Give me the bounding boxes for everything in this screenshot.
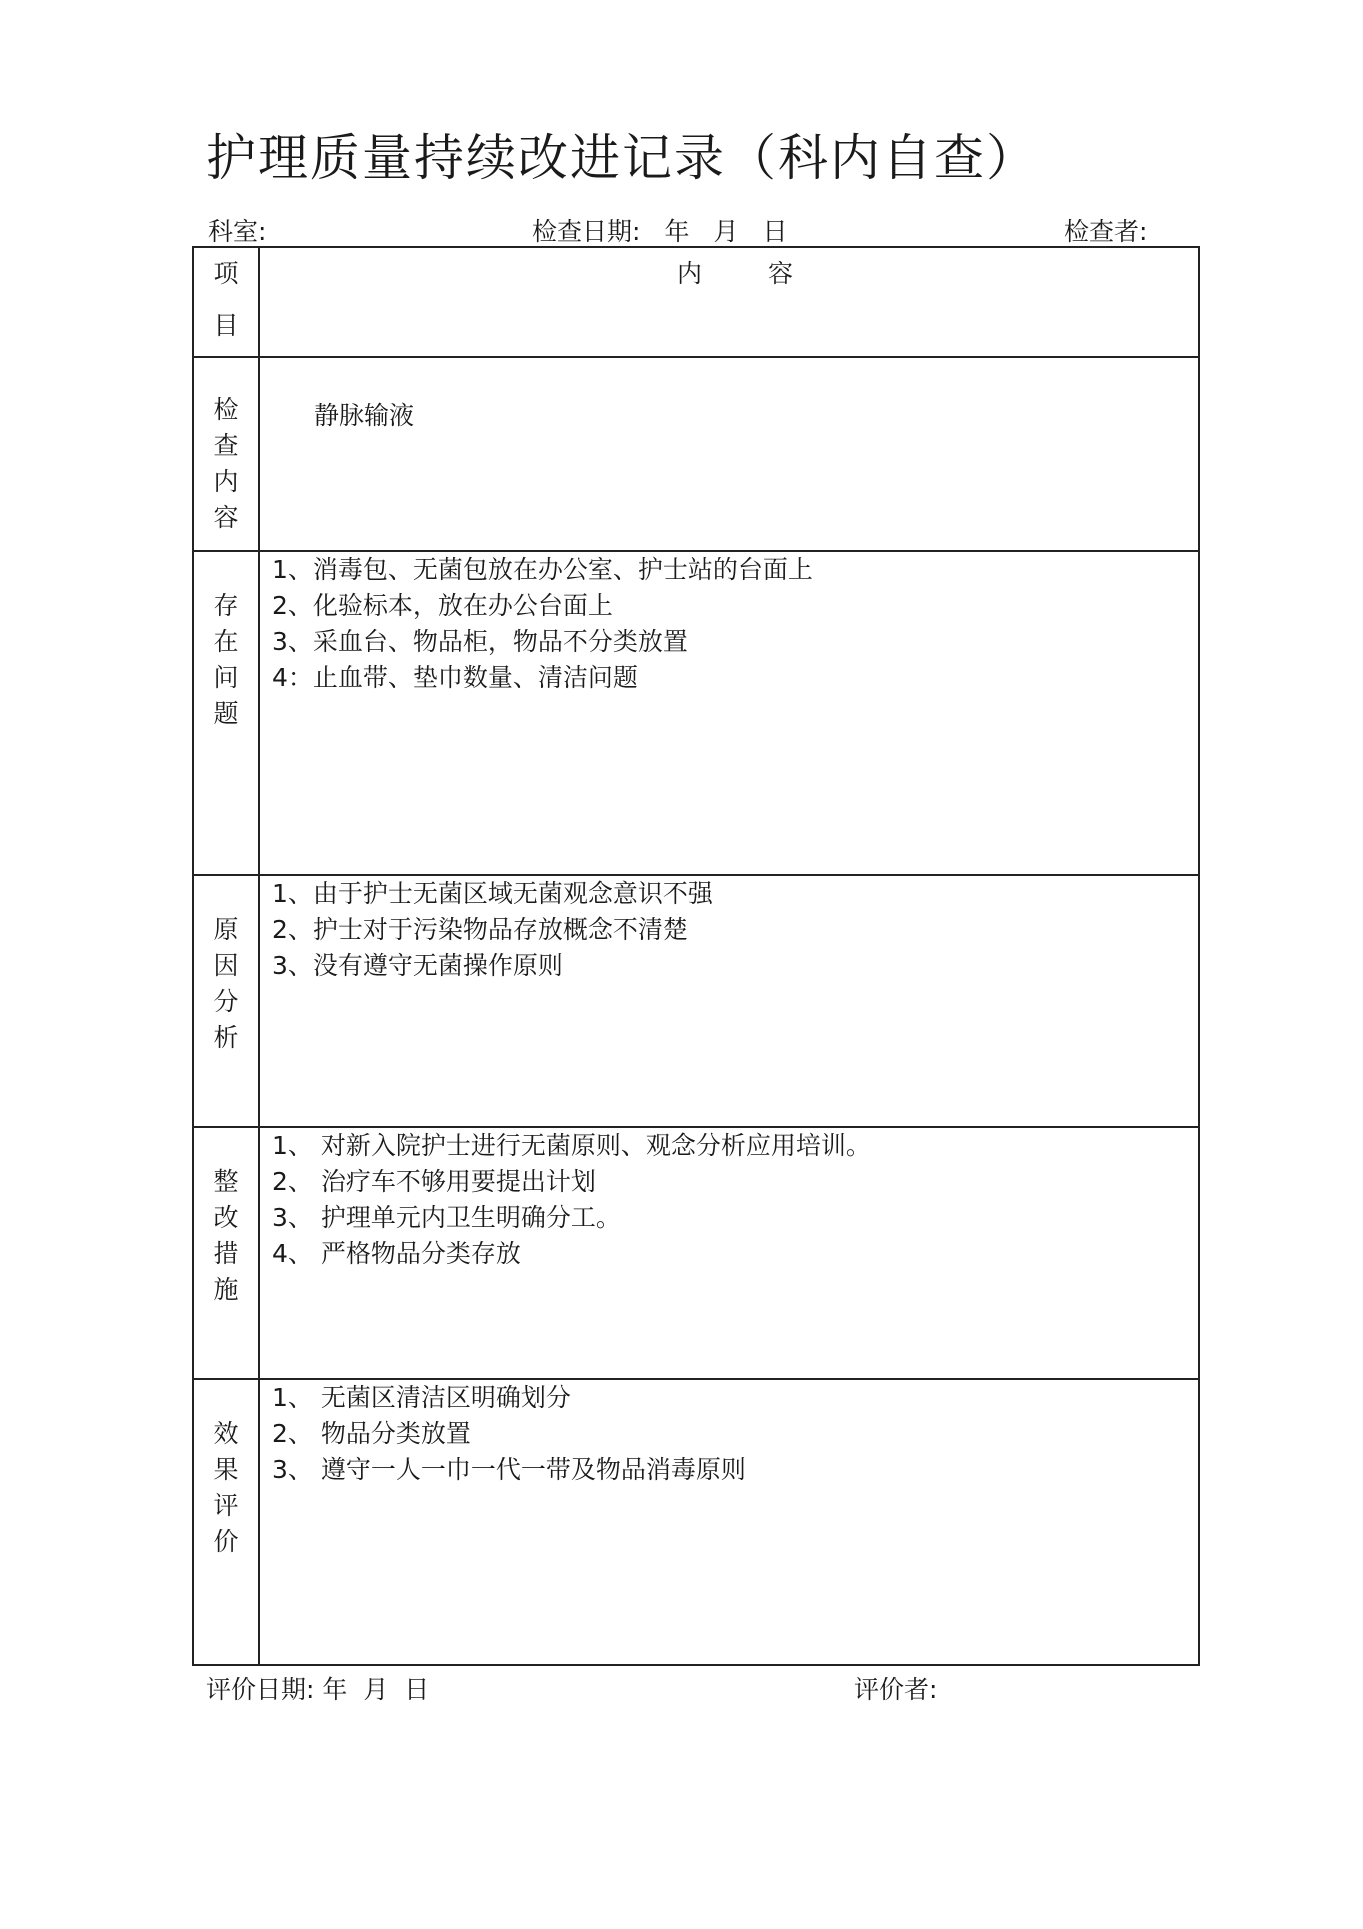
check-date-month: 月	[713, 217, 739, 246]
row-label-char: 内	[213, 467, 239, 496]
row-content	[260, 358, 1198, 434]
table-row-cause-analysis	[193, 875, 1199, 1127]
check-date	[532, 212, 787, 248]
row-label-char: 在	[213, 627, 239, 656]
row-label-char: 问	[213, 663, 239, 692]
record-table	[192, 246, 1200, 1666]
row-label-cell	[193, 551, 259, 875]
evaluation-date-day: 日	[404, 1675, 430, 1704]
row-label-char: 容	[213, 503, 239, 532]
table-row-corrective-measures	[193, 1127, 1199, 1379]
row-label	[194, 1128, 258, 1308]
row-content-cell	[259, 357, 1199, 551]
item-header-cell	[193, 247, 259, 357]
content-line: 1、 无菌区清洁区明确划分	[272, 1383, 571, 1412]
content-line: 2、化验标本，放在办公台面上	[272, 591, 613, 620]
content-line: 2、护士对于污染物品存放概念不清楚	[272, 915, 688, 944]
check-date-year: 年	[664, 217, 690, 246]
content-line: 1、消毒包、无菌包放在办公室、护士站的台面上	[272, 555, 813, 584]
content-header-char: 容	[768, 259, 794, 288]
content-line: 静脉输液	[314, 401, 415, 430]
content-line: 3、采血台、物品柜，物品不分类放置	[272, 627, 688, 656]
row-label-char: 改	[213, 1203, 239, 1232]
check-date-day: 日	[762, 217, 788, 246]
content-line: 4、 严格物品分类存放	[272, 1239, 521, 1268]
row-label-char: 价	[213, 1527, 239, 1556]
table-head-row	[193, 247, 1199, 357]
row-content	[260, 876, 1198, 984]
content-line: 1、 对新入院护士进行无菌原则、观念分析应用培训。	[272, 1131, 871, 1160]
inspector-label: 检查者:	[1064, 217, 1148, 246]
row-content	[260, 552, 1198, 696]
table-row-check-content	[193, 357, 1199, 551]
content-line: 1、由于护士无菌区域无菌观念意识不强	[272, 879, 713, 908]
content-line: 3、 遵守一人一巾一代一带及物品消毒原则	[272, 1455, 746, 1484]
content-header-char: 内	[676, 259, 702, 288]
row-label-char: 检	[213, 395, 239, 424]
evaluation-date	[206, 1670, 429, 1706]
row-label-char: 因	[213, 951, 239, 980]
department-label: 科室:	[208, 217, 267, 246]
row-label-char: 果	[213, 1455, 239, 1484]
row-content	[260, 1380, 1198, 1488]
row-label-char: 题	[213, 699, 239, 728]
row-label	[194, 1380, 258, 1560]
row-label-char: 查	[213, 431, 239, 460]
row-label-cell	[193, 1127, 259, 1379]
row-label-cell	[193, 357, 259, 551]
row-label-char: 整	[213, 1167, 239, 1196]
check-date-label: 检查日期:	[532, 217, 641, 246]
evaluation-date-label: 评价日期:	[206, 1675, 315, 1704]
table-row-effect-evaluation	[193, 1379, 1199, 1665]
row-label-cell	[193, 875, 259, 1127]
row-label-cell	[193, 1379, 259, 1665]
content-line: 2、 治疗车不够用要提出计划	[272, 1167, 596, 1196]
row-label-char: 析	[213, 1023, 239, 1052]
content-line: 4：止血带、垫巾数量、清洁问题	[272, 663, 638, 692]
item-header-char: 项	[213, 259, 239, 288]
row-content-cell	[259, 1127, 1199, 1379]
evaluator-label: 评价者:	[854, 1675, 938, 1704]
row-label-char: 原	[213, 915, 239, 944]
row-label	[194, 552, 258, 732]
row-label-char: 效	[213, 1419, 239, 1448]
item-header-char: 目	[213, 311, 239, 340]
table-row-problems	[193, 551, 1199, 875]
row-content-cell	[259, 551, 1199, 875]
row-label-char: 评	[213, 1491, 239, 1520]
row-content-cell	[259, 1379, 1199, 1665]
item-header-label	[194, 248, 258, 352]
content-header-label	[260, 248, 1198, 292]
content-header-cell	[259, 247, 1199, 357]
page-title: 护理质量持续改进记录（科内自查）	[206, 129, 1038, 187]
content-line: 3、 护理单元内卫生明确分工。	[272, 1203, 621, 1232]
row-label-char: 施	[213, 1275, 239, 1304]
row-content	[260, 1128, 1198, 1272]
row-label	[194, 358, 258, 536]
content-line: 2、 物品分类放置	[272, 1419, 471, 1448]
row-content-cell	[259, 875, 1199, 1127]
evaluation-date-month: 月	[363, 1675, 389, 1704]
evaluation-date-year: 年	[322, 1675, 348, 1704]
row-label-char: 存	[213, 591, 239, 620]
row-label-char: 措	[213, 1239, 239, 1268]
content-line: 3、没有遵守无菌操作原则	[272, 951, 563, 980]
row-label-char: 分	[213, 987, 239, 1016]
row-label	[194, 876, 258, 1056]
